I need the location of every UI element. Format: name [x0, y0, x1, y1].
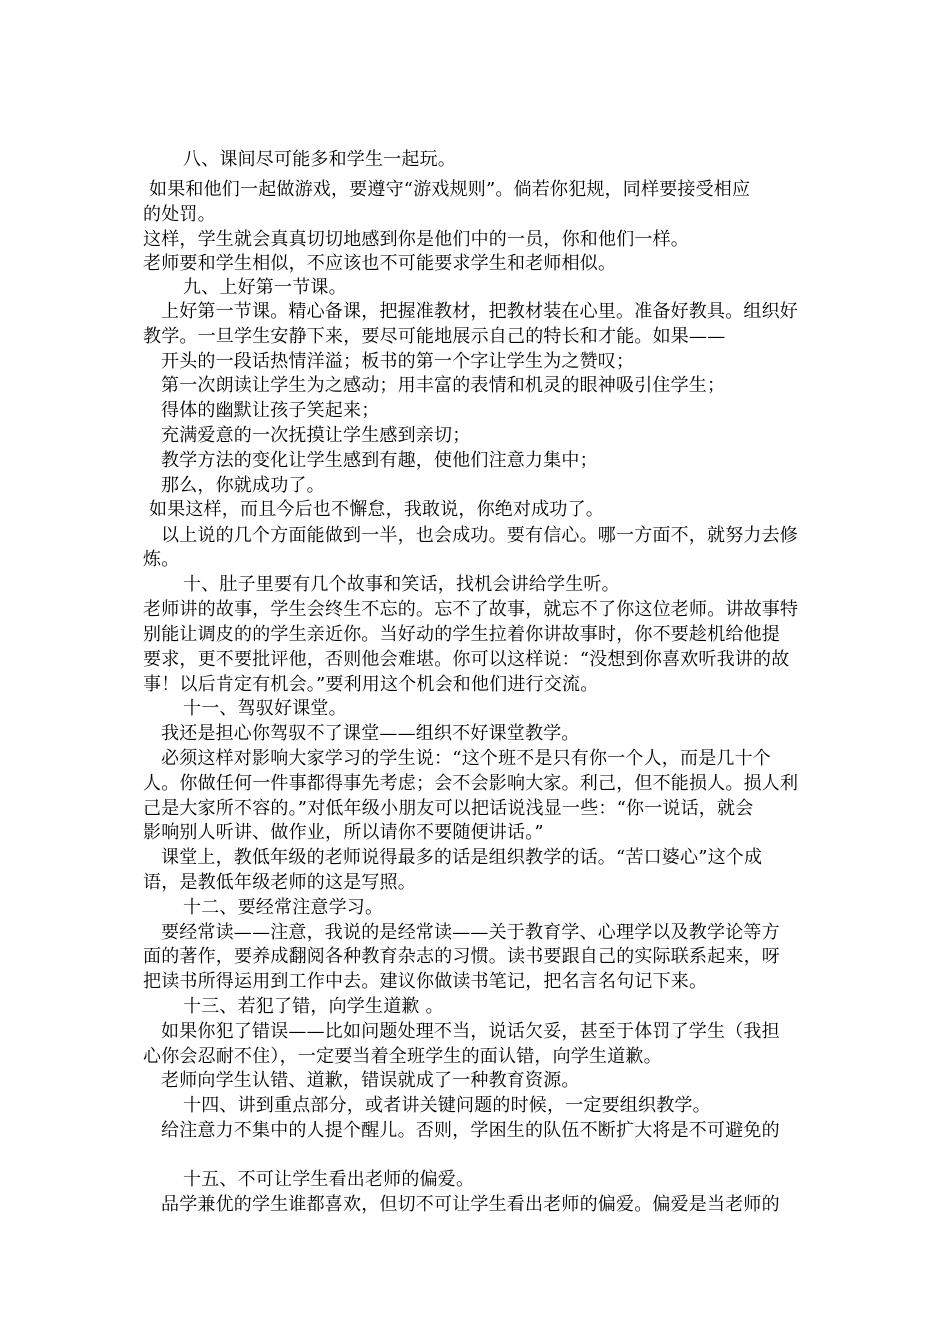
paragraph-line: 老师要和学生相似，不应该也不可能要求学生和老师相似。: [143, 253, 617, 274]
paragraph-line: 要经常读——注意，我说的是经常读——关于教育学、心理学以及教学论等方: [161, 922, 780, 943]
paragraph-line: 人。你做任何一件事都得事先考虑；会不会影响大家。利己，但不能损人。损人利: [143, 773, 799, 794]
paragraph-line: 开头的一段话热情洋溢；板书的第一个字让学生为之赞叹；: [161, 351, 635, 372]
paragraph-line: 语，是教低年级老师的这是写照。: [143, 872, 416, 893]
paragraph-line: 课堂上，教低年级的老师说得最多的话是组织教学的话。“苦口婆心”这个成: [161, 847, 763, 868]
paragraph-line: 影响别人听讲、做作业，所以请你不要随便讲话。”: [143, 822, 544, 843]
paragraph-line: 品学兼优的学生谁都喜欢，但切不可让学生看出老师的偏爱。偏爱是当老师的: [161, 1194, 780, 1215]
heading-13: 十三、若犯了错，向学生道歉 。: [183, 996, 444, 1017]
paragraph-line: 把读书所得运用到工作中去。建议你做读书笔记，把名言名句记下来。: [143, 971, 708, 992]
paragraph-line: 如果你犯了错误——比如问题处理不当，说话欠妥，甚至于体罚了学生（我担: [161, 1021, 780, 1042]
paragraph-line: 己是大家所不容的。”对低年级小朋友可以把话说浅显一些：“你一说话，就会: [143, 798, 754, 819]
paragraph-line: 教学。一旦学生安静下来，要尽可能地展示自己的特长和才能。如果——: [143, 326, 726, 347]
paragraph-line: 老师向学生认错、道歉，错误就成了一种教育资源。: [161, 1070, 580, 1091]
paragraph-line: 得体的幽默让孩子笑起来；: [161, 400, 380, 421]
paragraph-line: 我还是担心你驾驭不了课堂——组织不好课堂教学。: [161, 723, 580, 744]
paragraph-line: 事！以后肯定有机会。”要利用这个机会和他们进行交流。: [143, 674, 599, 695]
paragraph-line: 心你会忍耐不住），一定要当着全班学生的面认错，向学生道歉。: [143, 1046, 662, 1067]
paragraph-line: 炼。: [143, 549, 180, 570]
paragraph-line: 充满爱意的一次抚摸让学生感到亲切；: [161, 425, 471, 446]
paragraph-line: 老师讲的故事，学生会终生不忘的。忘不了故事，就忘不了你这位老师。讲故事特: [143, 599, 799, 620]
paragraph-line: 必须这样对影响大家学习的学生说：“这个班不是只有你一个人，而是几十个: [161, 748, 771, 769]
heading-14: 十四、讲到重点部分，或者讲关键问题的时候，一定要组织教学。: [183, 1095, 711, 1116]
paragraph-line: 以上说的几个方面能做到一半，也会成功。要有信心。哪一方面不，就努力去修: [161, 525, 798, 546]
paragraph-line: 上好第一节课。精心备课，把握准教材，把教材装在心里。准备好教具。组织好: [161, 301, 798, 322]
paragraph-line: 要求，更不要批评他，否则他会难堪。你可以这样说：“没想到你喜欢听我讲的故: [143, 649, 790, 670]
heading-15: 十五、不可让学生看出老师的偏爱。: [183, 1169, 475, 1190]
paragraph-line: 面的著作，要养成翻阅各种教育杂志的习惯。读书要跟自己的实际联系起来，呀: [143, 946, 780, 967]
heading-10: 十、肚子里要有几个故事和笑话，找机会讲给学生听。: [183, 574, 620, 595]
heading-11: 十一、驾驭好课堂。: [183, 698, 347, 719]
paragraph-line: 给注意力不集中的人提个醒儿。否则，学困生的队伍不断扩大将是不可避免的: [161, 1120, 780, 1141]
paragraph-line: 的处罚。: [143, 204, 216, 225]
heading-8: 八、课间尽可能多和学生一起玩。: [183, 149, 456, 170]
heading-12: 十二、要经常注意学习。: [183, 897, 384, 918]
paragraph-line: 第一次朗读让学生为之感动；用丰富的表情和机灵的眼神吸引住学生；: [161, 375, 726, 396]
paragraph-line: 如果这样，而且今后也不懈怠，我敢说，你绝对成功了。: [149, 499, 604, 520]
heading-9: 九、上好第一节课。: [183, 277, 347, 298]
paragraph-line: 那么，你就成功了。: [161, 475, 325, 496]
paragraph-line: 教学方法的变化让学生感到有趣，使他们注意力集中；: [161, 450, 598, 471]
paragraph-line: 别能让调皮的的学生亲近你。当好动的学生拉着你讲故事时，你不要趁机给他提: [143, 624, 780, 645]
paragraph-line: 这样，学生就会真真切切地感到你是他们中的一员，你和他们一样。: [143, 229, 689, 250]
paragraph-line: 如果和他们一起做游戏，要遵守“游戏规则”。倘若你犯规，同样要接受相应: [149, 179, 751, 200]
